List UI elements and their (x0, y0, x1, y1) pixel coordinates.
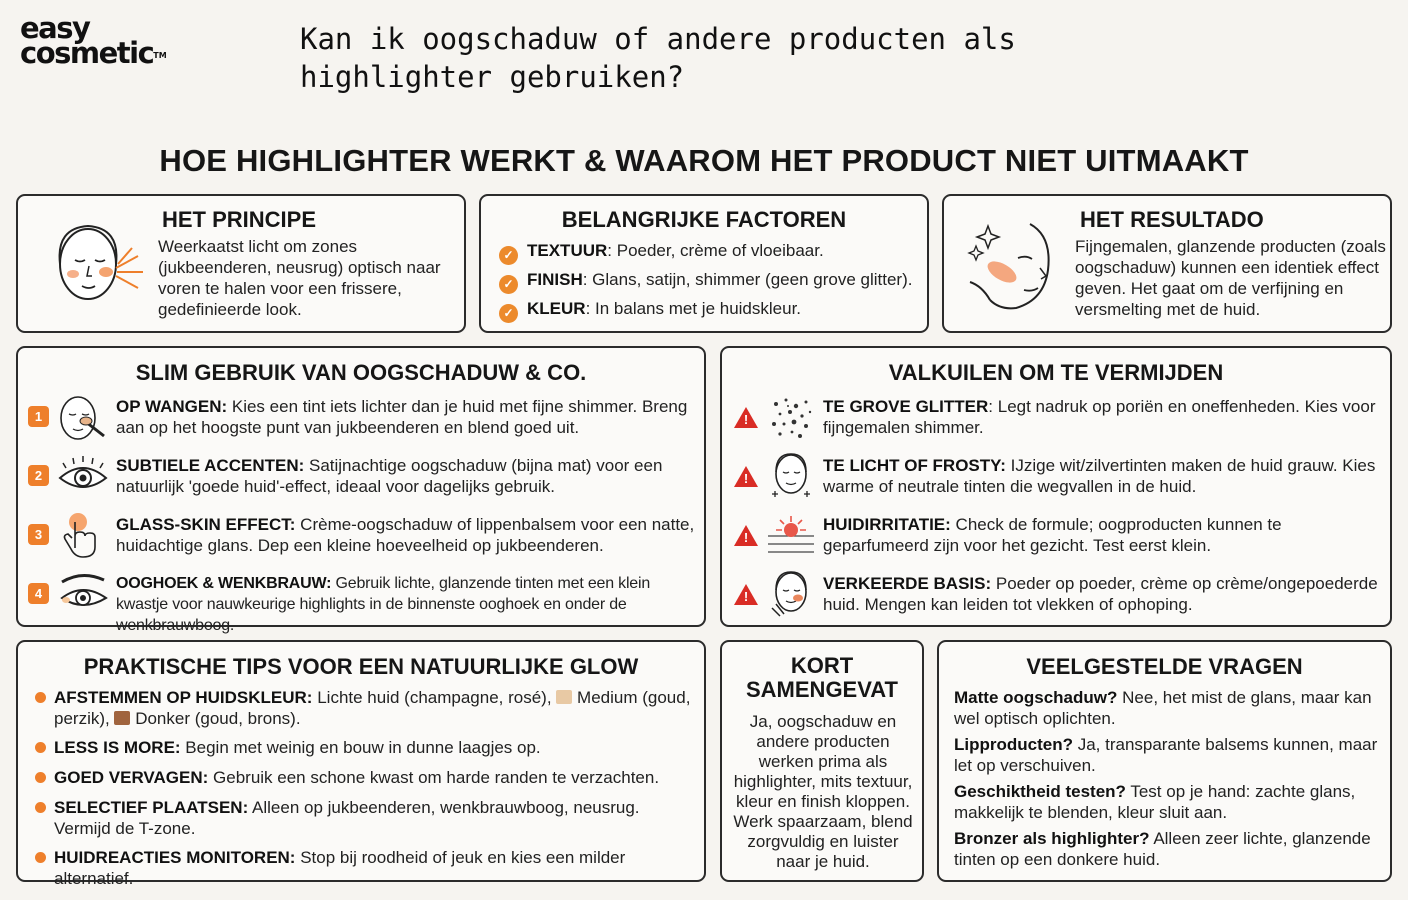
step-number-3: 3 (28, 524, 49, 545)
pitfalls-title: VALKUILEN OM TE VERMIJDEN (888, 360, 1224, 385)
smart-use-item-accents: SUBTIELE ACCENTEN: Satijnachtige oogschaduw (bijna mat) voor een natuurlijk 'goede huid'-effect, ideaal voor dagelijks gebruik. (116, 456, 663, 496)
smart-use-card (16, 346, 706, 634)
tip-item-blending: GOED VERVAGEN: Gebruik een schone kwast om harde randen te verzachten. (54, 768, 660, 787)
warning-icon: ! (734, 584, 758, 605)
swatch-medium (556, 690, 572, 704)
tip-item-skin-match: AFSTEMMEN OP HUIDSKLEUR: Lichte huid (champagne, rosé), Medium (goud, perzik), Donker (goud, brons). (54, 688, 691, 728)
factor-item-color: ✓ KLEUR: In balans met je huidskleur. (499, 298, 929, 323)
faq-item-matte: Matte oogschaduw? Nee, het mist de glans, maar kan wel optisch oplichten. (954, 688, 1372, 728)
bullet-dot (35, 802, 46, 813)
face-patchy-icon (768, 568, 814, 618)
glitter-particles-icon (768, 394, 814, 440)
check-icon: ✓ (499, 304, 518, 323)
principle-text: Weerkaatst licht om zones (jukbeenderen, neusrug) optisch naar voren te halen voor een frissere, gedefinieerde look. (158, 237, 441, 319)
eye-icon (56, 456, 110, 496)
summary-title: KORT SAMENGEVAT (746, 653, 898, 702)
smart-use-item-eye-corner: OOGHOEK & WENKBRAUW: Gebruik lichte, glanzende tinten met een klein kwastje voor nauwkeurige highlights in de binnenste ooghoek en onder de wenkbrauwboog. (116, 575, 651, 634)
tips-card (16, 640, 706, 888)
result-text: Fijngemalen, glanzende producten (zoals oogschaduw) kunnen een identiek effect geven. Het gaat om de verfijning en versmelting met de huid. (1075, 237, 1386, 319)
factor-item-finish: ✓ FINISH: Glans, satijn, shimmer (geen grove glitter). (499, 269, 929, 294)
skin-irritation-icon (766, 514, 816, 554)
logo-word-cosmetic: cosmetic™ (20, 36, 167, 70)
main-title: HOE HIGHLIGHTER WERKT & WAAROM HET PRODUCT NIET UITMAAKT (159, 143, 1249, 178)
result-title: HET RESULTADO (1080, 207, 1264, 232)
bullet-dot (35, 692, 46, 703)
step-number-1: 1 (28, 406, 49, 427)
factors-card (479, 194, 929, 333)
step-number-4: 4 (28, 583, 49, 604)
faq-item-bronzer: Bronzer als highlighter? Alleen zeer lichte, glanzende tinten op een donkere huid. (954, 829, 1371, 869)
logo-word-easy: easy (20, 11, 90, 45)
warning-icon: ! (734, 466, 758, 487)
pitfall-item-wrong-base: VERKEERDE BASIS: Poeder op poeder, crème op crème/ongepoederde huid. Mengen kan leiden tot vlekken of ophoping. (823, 574, 1378, 614)
factors-title: BELANGRIJKE FACTOREN (561, 207, 847, 232)
finger-tap-icon (60, 510, 106, 560)
smart-use-title: SLIM GEBRUIK VAN OOGSCHADUW & CO. (135, 360, 587, 385)
tip-item-less-is-more: LESS IS MORE: Begin met weinig en bouw in dunne laagjes op. (54, 738, 541, 757)
bullet-dot (35, 742, 46, 753)
pitfalls-card (720, 346, 1392, 627)
faq-card (937, 640, 1392, 882)
face-light-rays-icon (48, 214, 152, 318)
step-number-2: 2 (28, 465, 49, 486)
warning-icon: ! (734, 525, 758, 546)
logo-trademark: TM (153, 51, 167, 60)
factor-item-texture: ✓ TEXTUUR: Poeder, crème of vloeibaar. (499, 240, 929, 265)
tips-title: PRAKTISCHE TIPS VOOR EEN NATUURLIJKE GLOW (83, 654, 639, 679)
smart-use-item-cheeks: OP WANGEN: Kies een tint iets lichter dan je huid met fijne shimmer. Breng aan op het hoogste punt van jukbeenderen en blend goed uit. (116, 397, 688, 437)
check-icon: ✓ (499, 275, 518, 294)
face-frost-icon (768, 450, 814, 500)
pitfall-item-irritation: HUIDIRRITATIE: Check de formule; oogproducten kunnen te geparfumeerd zijn voor het gezicht. Test eerst klein. (823, 515, 1282, 555)
face-glow-sparkle-icon (960, 216, 1064, 320)
result-card (942, 194, 1392, 333)
bullet-dot (35, 852, 46, 863)
bullet-dot (35, 772, 46, 783)
faq-item-testing: Geschiktheid testen? Test op je hand: zachte glans, makkelijk te blenden, kleur sluit aan. (954, 782, 1356, 822)
eye-brow-icon (56, 570, 110, 614)
pitfall-item-glitter: TE GROVE GLITTER: Legt nadruk op poriën en oneffenheden. Kies voor fijngemalen shimmer. (823, 397, 1376, 437)
warning-icon: ! (734, 407, 758, 428)
brand-logo (20, 11, 180, 70)
faq-title: VEELGESTELDE VRAGEN (1026, 654, 1303, 679)
swatch-dark (114, 711, 130, 725)
summary-card (720, 640, 924, 882)
tip-item-placement: SELECTIEF PLAATSEN: Alleen op jukbeenderen, wenkbrauwboog, neusrug. Vermijd de T-zone. (54, 798, 640, 838)
pitfall-item-frosty: TE LICHT OF FROSTY: IJzige wit/zilvertinten maken de huid grauw. Kies warme of neutrale tinten die wegvallen in de huid. (823, 456, 1376, 496)
check-icon: ✓ (499, 246, 518, 265)
faq-item-lip: Lipproducten? Ja, transparante balsems kunnen, maar let op verschuiven. (954, 735, 1378, 775)
face-brush-icon (56, 392, 110, 442)
tip-item-monitor: HUIDREACTIES MONITOREN: Stop bij roodheid of jeuk en kies een milder alternatief. (54, 848, 626, 888)
principle-card (16, 194, 466, 333)
summary-text: Ja, oogschaduw en andere producten werken prima als highlighter, mits textuur, kleur en finish kloppen. Werk spaarzaam, blend zorgvuldig en luister naar je huid. (733, 712, 913, 871)
smart-use-item-glass-skin: GLASS-SKIN EFFECT: Crème-oogschaduw of lippenbalsem voor een natte, huidachtige glans. Dep een kleine hoeveelheid op jukbeenderen. (116, 515, 695, 555)
page-question: Kan ik oogschaduw of andere producten als highlighter gebruiken? (300, 22, 1016, 94)
principle-title: HET PRINCIPE (162, 207, 317, 232)
